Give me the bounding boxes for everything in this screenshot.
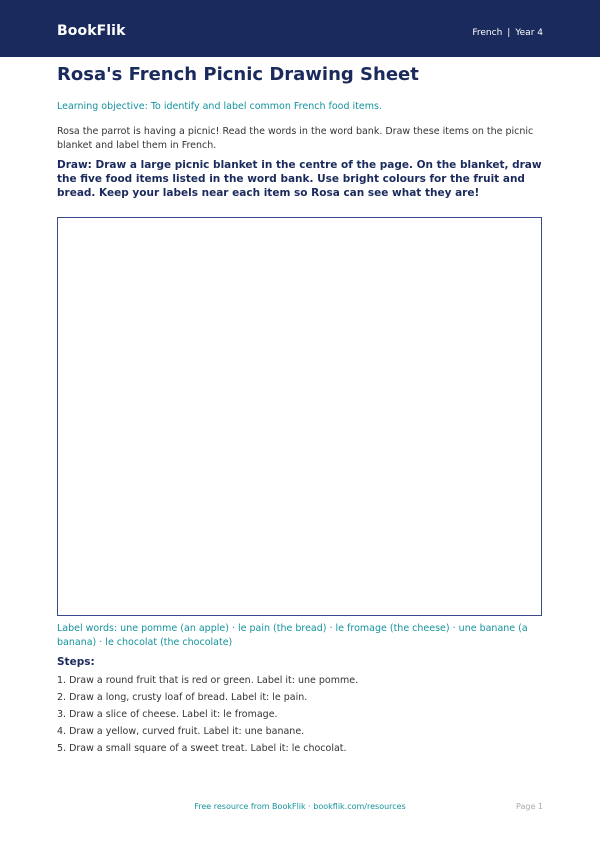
step-item: 4. Draw a yellow, curved fruit. Label it: une banane. — [57, 726, 305, 737]
subject-year — [472, 28, 543, 38]
header-bar — [0, 0, 600, 57]
brand-logo[interactable]: BookFlik — [57, 23, 126, 39]
steps-list — [57, 675, 543, 760]
step-item: 2. Draw a long, crusty loaf of bread. Label it: le pain. — [57, 692, 308, 703]
year-label: Year 4 — [515, 28, 543, 38]
draw-instruction: Draw: Draw a large picnic blanket in the centre of the page. On the blanket, draw the five food items listed in the word bank. Use bright colours for the fruit and bread. Keep your labels near each item so Rosa can see what they are! — [57, 159, 542, 199]
page-number: Page 1 — [516, 802, 543, 811]
meta-separator: | — [507, 28, 511, 38]
page-title: Rosa's French Picnic Drawing Sheet — [57, 64, 419, 85]
label-word-bank: Label words: une pomme (an apple) · le pain (the bread) · le fromage (the cheese) · une banane (a banana) · le chocolat (the chocolate) — [57, 623, 528, 648]
step-item: 5. Draw a small square of a sweet treat. Label it: le chocolat. — [57, 743, 347, 754]
subject-label: French — [472, 28, 503, 38]
drawing-area[interactable] — [57, 217, 542, 616]
steps-heading: Steps: — [57, 656, 95, 668]
intro-text: Rosa the parrot is having a picnic! Read the words in the word bank. Draw these items on the picnic blanket and label them in French. — [57, 126, 534, 151]
step-item: 3. Draw a slice of cheese. Label it: le fromage. — [57, 709, 278, 720]
footer-resource-link[interactable]: Free resource from BookFlik · bookflik.com/resources — [194, 802, 406, 811]
step-item: 1. Draw a round fruit that is red or green. Label it: une pomme. — [57, 675, 359, 686]
learning-objective: Learning objective: To identify and label common French food items. — [57, 101, 382, 112]
